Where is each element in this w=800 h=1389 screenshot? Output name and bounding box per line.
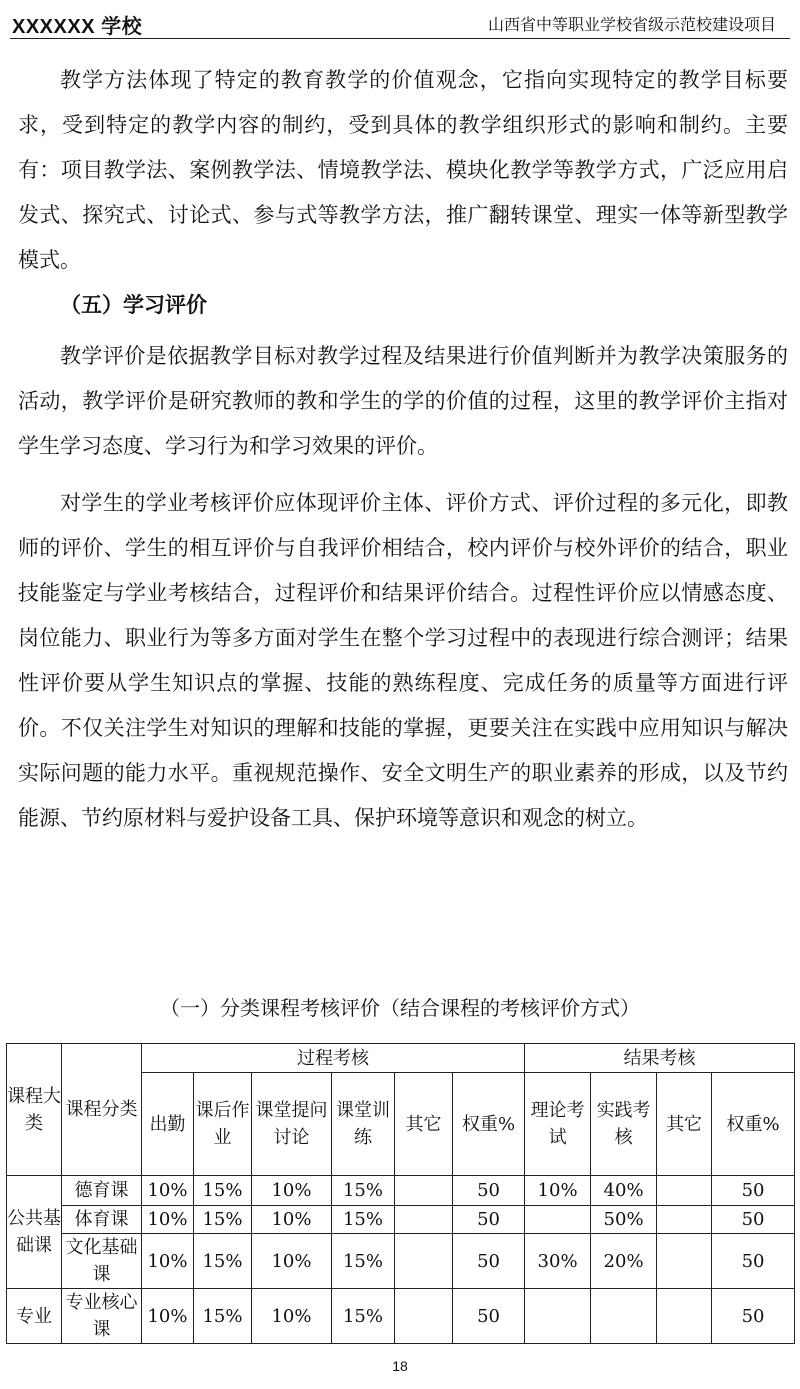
result-other-cell xyxy=(657,1234,712,1289)
paragraph: 教学评价是依据教学目标对教学过程及结果进行价值判断并为教学决策服务的活动，教学评价是研究教师的教和学生的学的价值的过程，这里的教学评价主指对学生学习态度、学习行为和学习效果的评价。 xyxy=(18,344,788,458)
practice-cell xyxy=(591,1289,657,1344)
type-cell: 文化基础课 xyxy=(62,1234,142,1289)
attendance-cell: 10% xyxy=(142,1234,194,1289)
header-process-group: 过程考核 xyxy=(142,1044,525,1073)
practice-cell: 20% xyxy=(591,1234,657,1289)
process-weight-cell: 50 xyxy=(453,1176,525,1206)
process-other-cell xyxy=(395,1206,453,1234)
result-weight-cell: 50 xyxy=(712,1289,795,1344)
paragraph: 教学方法体现了特定的教育教学的价值观念，它指向实现特定的教学目标要求，受到特定的教学内容的制约，受到具体的教学组织形式的影响和制约。主要有：项目教学法、案例教学法、情境教学法、模块化教学等教学方式，广泛应用启发式、探究式、讨论式、参与式等教学方法，推广翻转课堂、理实一体等新型教学模式。 xyxy=(18,68,788,272)
header-practice-exam: 实践考核 xyxy=(591,1073,657,1176)
project-title: 山西省中等职业学校省级示范校建设项目 xyxy=(487,15,776,34)
attendance-cell: 10% xyxy=(142,1176,194,1206)
attendance-cell: 10% xyxy=(142,1206,194,1234)
table-header-row xyxy=(7,1044,795,1073)
homework-cell: 15% xyxy=(194,1206,252,1234)
practice-cell: 40% xyxy=(591,1176,657,1206)
type-cell: 专业核心课 xyxy=(62,1289,142,1344)
process-weight-cell: 50 xyxy=(453,1289,525,1344)
page-header xyxy=(10,6,790,39)
training-cell: 15% xyxy=(332,1176,395,1206)
table-row xyxy=(7,1206,795,1234)
training-cell: 15% xyxy=(332,1289,395,1344)
assessment-table xyxy=(6,1043,795,1344)
training-cell: 15% xyxy=(332,1206,395,1234)
theory-cell: 10% xyxy=(525,1176,591,1206)
process-other-cell xyxy=(395,1176,453,1206)
school-name: XXXXXX 学校 xyxy=(12,16,143,38)
header-result-group: 结果考核 xyxy=(525,1044,795,1073)
header-result-weight: 权重% xyxy=(712,1073,795,1176)
type-cell: 体育课 xyxy=(62,1206,142,1234)
paragraph: 对学生的学业考核评价应体现评价主体、评价方式、评价过程的多元化，即教师的评价、学生的相互评价与自我评价相结合，校内评价与校外评价的结合，职业技能鉴定与学业考核结合，过程评价和结果评价结合。过程性评价应以情感态度、岗位能力、职业行为等多方面对学生在整个学习过程中的表现进行综合测评；结果性评价要从学生知识点的掌握、技能的熟练程度、完成任务的质量等方面进行评价。不仅关注学生对知识的理解和技能的掌握，更要关注在实践中应用知识与解决实际问题的能力水平。重视规范操作、安全文明生产的职业素养的形成，以及节约能源、节约原材料与爱护设备工具、保护环境等意识和观念的树立。 xyxy=(18,491,788,830)
header-result-other: 其它 xyxy=(657,1073,712,1176)
theory-cell: 30% xyxy=(525,1234,591,1289)
process-other-cell xyxy=(395,1289,453,1344)
discussion-cell: 10% xyxy=(252,1234,332,1289)
header-theory-exam: 理论考试 xyxy=(525,1073,591,1176)
homework-cell: 15% xyxy=(194,1289,252,1344)
section-paragraphs xyxy=(18,334,788,841)
process-other-cell xyxy=(395,1234,453,1289)
result-weight-cell: 50 xyxy=(712,1234,795,1289)
homework-cell: 15% xyxy=(194,1176,252,1206)
result-other-cell xyxy=(657,1176,712,1206)
header-course-category: 课程大类 xyxy=(7,1044,62,1176)
result-weight-cell: 50 xyxy=(712,1206,795,1234)
category-cell: 专业 xyxy=(7,1289,62,1344)
result-other-cell xyxy=(657,1289,712,1344)
process-weight-cell: 50 xyxy=(453,1206,525,1234)
header-process-other: 其它 xyxy=(395,1073,453,1176)
theory-cell xyxy=(525,1289,591,1344)
theory-cell xyxy=(525,1206,591,1234)
type-cell: 德育课 xyxy=(62,1176,142,1206)
section-heading: （五）学习评价 xyxy=(60,293,207,317)
header-discussion: 课堂提问讨论 xyxy=(252,1073,332,1176)
training-cell: 15% xyxy=(332,1234,395,1289)
discussion-cell: 10% xyxy=(252,1289,332,1344)
table-title: （一）分类课程考核评价（结合课程的考核评价方式） xyxy=(160,996,640,1020)
discussion-cell: 10% xyxy=(252,1176,332,1206)
table-row xyxy=(7,1234,795,1289)
intro-paragraphs xyxy=(18,58,788,283)
header-attendance: 出勤 xyxy=(142,1073,194,1176)
header-training: 课堂训练 xyxy=(332,1073,395,1176)
homework-cell: 15% xyxy=(194,1234,252,1289)
page-number: 18 xyxy=(392,1358,408,1374)
discussion-cell: 10% xyxy=(252,1206,332,1234)
practice-cell: 50% xyxy=(591,1206,657,1234)
document-body xyxy=(18,58,788,841)
result-other-cell xyxy=(657,1206,712,1234)
process-weight-cell: 50 xyxy=(453,1234,525,1289)
header-course-type: 课程分类 xyxy=(62,1044,142,1176)
category-cell: 公共基础课 xyxy=(7,1176,62,1289)
result-weight-cell: 50 xyxy=(712,1176,795,1206)
table-row xyxy=(7,1289,795,1344)
attendance-cell: 10% xyxy=(142,1289,194,1344)
header-homework: 课后作业 xyxy=(194,1073,252,1176)
table-row xyxy=(7,1176,795,1206)
header-process-weight: 权重% xyxy=(453,1073,525,1176)
